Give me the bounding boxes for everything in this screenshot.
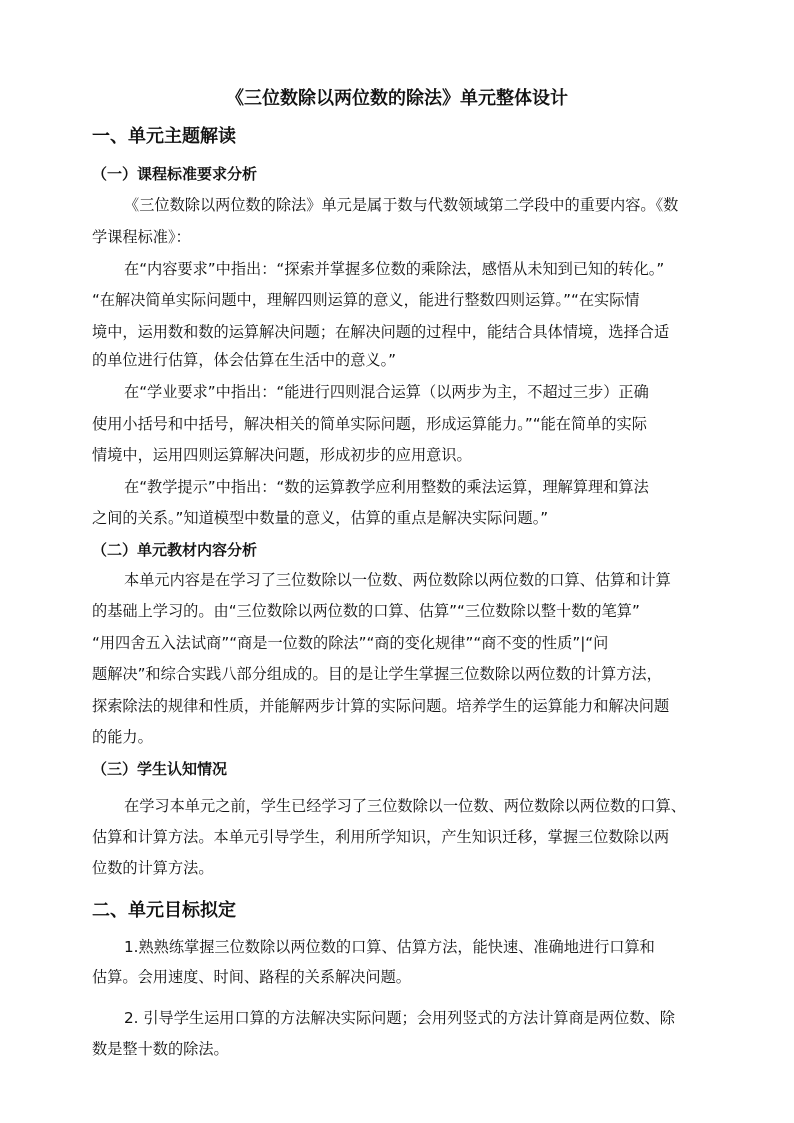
paragraph-line: 2. 引导学生运用口算的方法解决实际问题；会用列竖式的方法计算商是两位数、除 <box>124 1009 675 1027</box>
paragraph-line: 的能力。 <box>92 728 153 746</box>
paragraph-line: 位数的计算方法。 <box>92 859 214 877</box>
subsection-heading: （二）单元教材内容分析 <box>92 541 258 559</box>
paragraph-line: 情境中，运用四则运算解决问题，形成初步的应用意识。 <box>92 446 472 464</box>
paragraph-line: 本单元内容是在学习了三位数除以一位数、两位数除以两位数的口算、估算和计算 <box>124 571 671 589</box>
paragraph-line: 学课程标准》： <box>92 228 191 246</box>
paragraph-line: 在“学业要求”中指出：“能进行四则混合运算（以两步为主，不超过三步）正确 <box>124 383 649 401</box>
paragraph-line: “用四舍五入法试商”“商是一位数的除法”“商的变化规律”“商不变的性质”|“问 <box>92 634 609 652</box>
paragraph-line: 题解决”和综合实践八部分组成的。目的是让学生掌握三位数除以两位数的计算方法， <box>92 665 662 683</box>
paragraph-line: 的单位进行估算，体会估算在生活中的意义。” <box>92 351 397 369</box>
paragraph-line: 境中，运用数和数的运算解决问题；在解决问题的过程中，能结合具体情境，选择合适 <box>92 323 670 341</box>
paragraph-line: 的基础上学习的。由“三位数除以两位数的口算、估算”“三位数除以整十数的笔算” <box>92 602 640 620</box>
paragraph-line: 估算和计算方法。本单元引导学生，利用所学知识，产生知识迁移，掌握三位数除以两 <box>92 828 670 846</box>
paragraph-line: 探索除法的规律和性质，并能解两步计算的实际问题。培养学生的运算能力和解决问题 <box>92 697 670 715</box>
paragraph-line: 《三位数除以两位数的除法》单元是属于数与代数领域第二学段中的重要内容。《数 <box>124 196 679 214</box>
subsection-heading: （三）学生认知情况 <box>92 760 228 778</box>
paragraph-line: 使用小括号和中括号，解决相关的简单实际问题，形成运算能力。”“能在简单的实际 <box>92 415 647 433</box>
document-title: 《三位数除以两位数的除法》单元整体设计 <box>226 88 568 109</box>
section-heading: 一、单元主题解读 <box>92 126 236 147</box>
paragraph-line: 在“内容要求”中指出：“探索并掌握多位数的乘除法，感悟从未知到已知的转化。” <box>124 260 665 278</box>
paragraph-line: 在学习本单元之前，学生已经学习了三位数除以一位数、两位数除以两位数的口算、 <box>124 797 686 815</box>
section-heading: 二、单元目标拟定 <box>92 900 236 921</box>
paragraph-line: 在“教学提示”中指出：“数的运算教学应利用整数的乘法运算，理解算理和算法 <box>124 478 649 496</box>
paragraph-line: “在解决简单实际问题中，理解四则运算的意义，能进行整数四则运算。”“在实际情 <box>92 291 640 309</box>
paragraph-line: 1.熟熟练掌握三位数除以两位数的口算、估算方法，能快速、准确地进行口算和 <box>124 938 655 956</box>
subsection-heading: （一）课程标准要求分析 <box>92 165 258 183</box>
paragraph-line: 估算。会用速度、时间、路程的关系解决问题。 <box>92 968 411 986</box>
paragraph-line: 之间的关系。”知道模型中数量的意义，估算的重点是解决实际问题。” <box>92 509 549 527</box>
paragraph-line: 数是整十数的除法。 <box>92 1040 229 1058</box>
